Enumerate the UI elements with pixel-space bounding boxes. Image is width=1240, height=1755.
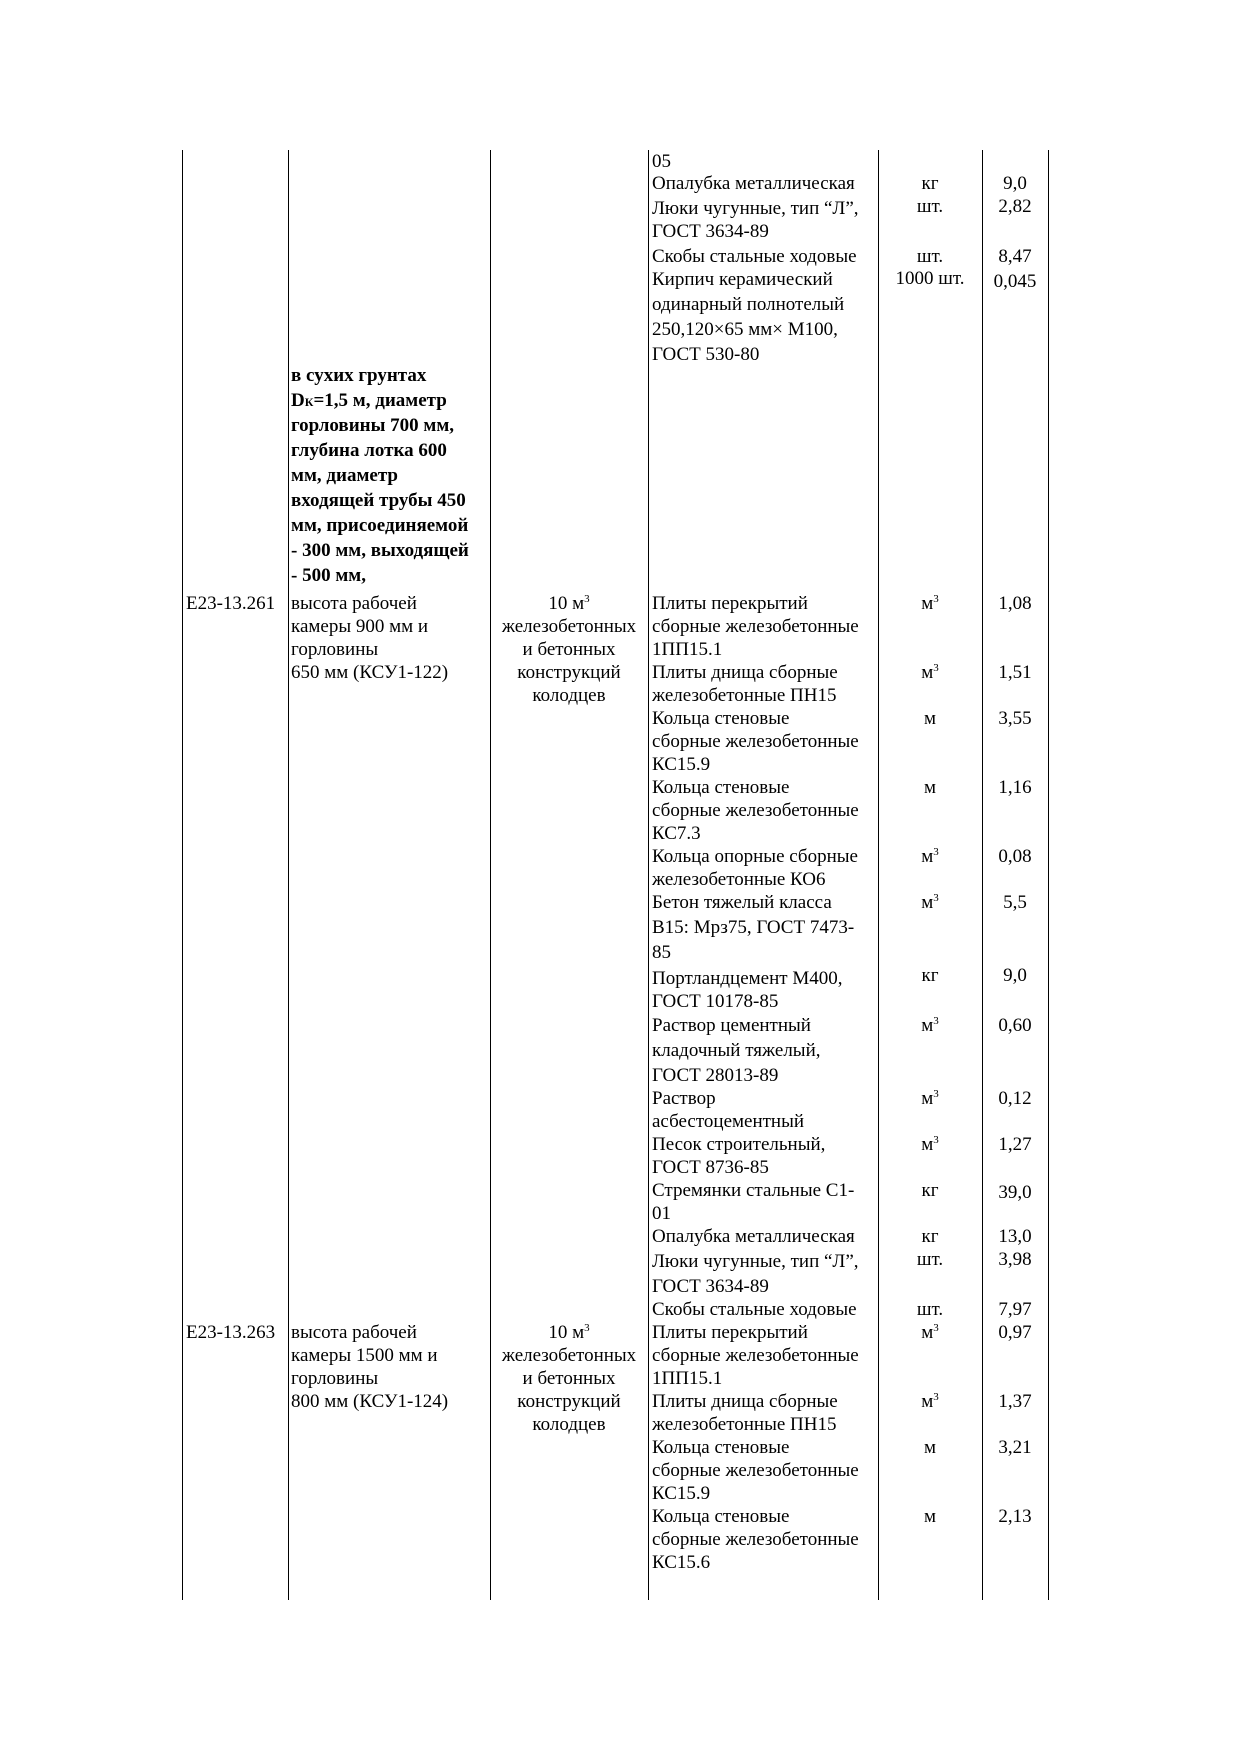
material-name: железобетонные ПН15: [652, 685, 837, 706]
material-qty: 3,21: [998, 1437, 1032, 1458]
material-name: Скобы стальные ходовые: [652, 1299, 857, 1320]
material-unit: кг: [921, 1226, 939, 1247]
row-description: 650 мм (КСУ1-122): [291, 662, 449, 683]
material-qty: 5,5: [1003, 892, 1027, 913]
material-name: КС15.6: [652, 1552, 711, 1573]
material-name: железобетонные КО6: [652, 869, 826, 890]
material-name: 1ПП15.1: [652, 639, 723, 660]
material-name: ГОСТ 3634-89: [652, 1276, 769, 1297]
row-description: горловины: [291, 639, 379, 660]
column-rule: [982, 150, 983, 1600]
material-qty: 1,51: [998, 662, 1032, 683]
group-header-line: в сухих грунтах: [291, 365, 427, 386]
material-unit: $м^3$: [921, 846, 939, 867]
row-description: камеры 900 мм и: [291, 616, 429, 637]
material-unit: м: [923, 708, 937, 729]
material-qty: 3,98: [998, 1249, 1032, 1270]
material-qty: 13,0: [998, 1226, 1032, 1247]
material-unit: шт.: [916, 1299, 944, 1320]
material-name: КС7.3: [652, 823, 701, 844]
material-unit: $м^3$: [921, 1015, 939, 1036]
row-measure: конструкций: [517, 662, 621, 683]
material-name: Кирпич керамический одинарный полнотелый 250,120×65 мм× М100, ГОСТ 530-80: [652, 269, 845, 365]
material-unit: $м^3$: [921, 1322, 939, 1343]
material-unit: $м^3$: [921, 1088, 939, 1109]
material-name: Плиты перекрытий: [652, 1322, 808, 1343]
material-qty: 0,045: [993, 271, 1037, 292]
material-unit: м: [923, 777, 937, 798]
material-unit: $м^3$: [921, 892, 939, 913]
column-rule: [648, 150, 649, 1600]
material-qty: 0,97: [998, 1322, 1032, 1343]
column-rule: [182, 150, 183, 1600]
row-measure: конструкций: [517, 1391, 621, 1412]
column-rule: [288, 150, 289, 1600]
row-measure: 10 $м^3$: [548, 593, 590, 614]
row-measure: и бетонных: [522, 1368, 616, 1389]
material-name: асбестоцементный: [652, 1111, 805, 1132]
material-qty: 9,0: [1003, 173, 1027, 194]
column-rule: [878, 150, 879, 1600]
group-header-line: мм, присоединяемой: [291, 515, 469, 536]
material-qty: 0,60: [998, 1015, 1032, 1036]
row-measure: железобетонных: [501, 1345, 637, 1366]
row-description: высота рабочей: [291, 1322, 417, 1343]
material-qty: 39,0: [998, 1182, 1032, 1203]
material-name: Бетон тяжелый класса: [652, 892, 832, 913]
material-unit: $м^3$: [921, 662, 939, 683]
column-rule: [490, 150, 491, 1600]
material-unit: кг: [921, 1180, 939, 1201]
material-qty: 3,55: [998, 708, 1032, 729]
material-name: 01: [652, 1203, 671, 1224]
material-name: Плиты перекрытий: [652, 593, 808, 614]
material-name: сборные железобетонные: [652, 731, 859, 752]
material-name: Опалубка металлическая: [652, 1226, 855, 1247]
material-unit: $м^3$: [921, 1391, 939, 1412]
material-qty: 2,13: [998, 1506, 1032, 1527]
material-qty: 0,08: [998, 846, 1032, 867]
material-qty: 1,37: [998, 1391, 1032, 1412]
material-unit: $м^3$: [921, 1134, 939, 1155]
diameter-value: =1,5 м, диаметр: [313, 390, 447, 411]
material-name: Кольца стеновые: [652, 777, 790, 798]
material-name: ГОСТ 28013-89: [652, 1065, 779, 1086]
material-qty: 2,82: [998, 196, 1032, 217]
material-name: ГОСТ 10178-85: [652, 991, 779, 1012]
material-name: Скобы стальные ходовые: [652, 246, 857, 267]
material-name: Кольца стеновые: [652, 1506, 790, 1527]
material-unit: $м^3$: [921, 593, 939, 614]
material-name: 85: [652, 942, 671, 963]
material-name: 05: [652, 151, 671, 172]
column-rule: [1048, 150, 1049, 1600]
diameter-subscript: К: [304, 395, 314, 409]
row-description: горловины: [291, 1368, 379, 1389]
material-name: Люки чугунные, тип “Л”,: [652, 1251, 859, 1272]
material-name: Плиты днища сборные: [652, 1391, 838, 1412]
material-name: сборные железобетонные: [652, 800, 859, 821]
material-name: Песок строительный,: [652, 1134, 826, 1155]
material-name: Портландцемент М400,: [652, 968, 843, 989]
material-name: Кольца опорные сборные: [652, 846, 858, 867]
row-description: высота рабочей: [291, 593, 417, 614]
material-unit: кг: [921, 965, 939, 986]
row-measure: колодцев: [532, 1414, 606, 1435]
material-qty: 1,16: [998, 777, 1032, 798]
row-measure: железобетонных: [501, 616, 637, 637]
row-code: Е23-13.261: [186, 593, 276, 614]
material-unit: 1000 шт.: [895, 268, 965, 289]
material-name: Кольца стеновые: [652, 708, 790, 729]
row-code: Е23-13.263: [186, 1322, 276, 1343]
row-measure: 10 $м^3$: [548, 1322, 590, 1343]
row-description: камеры 1500 мм и: [291, 1345, 438, 1366]
material-qty: 1,27: [998, 1134, 1032, 1155]
material-name: сборные железобетонные: [652, 1529, 859, 1550]
diameter-symbol: D: [291, 390, 305, 411]
row-description: 800 мм (КСУ1-124): [291, 1391, 449, 1412]
group-header-line: мм, диаметр: [291, 465, 398, 486]
material-name: Кольца стеновые: [652, 1437, 790, 1458]
material-name: Раствор цементный: [652, 1015, 811, 1036]
material-name: КС15.9: [652, 754, 711, 775]
group-header-line: - 300 мм, выходящей: [291, 540, 469, 561]
group-header-line: - 500 мм,: [291, 565, 366, 586]
material-name: кладочный тяжелый,: [652, 1040, 821, 1061]
material-qty: 9,0: [1003, 965, 1027, 986]
group-header-line: входящей трубы 450: [291, 490, 466, 511]
material-unit: м: [923, 1506, 937, 1527]
material-qty: 0,12: [998, 1088, 1032, 1109]
material-name: сборные железобетонные: [652, 616, 859, 637]
material-unit: шт.: [916, 246, 944, 267]
material-name: железобетонные ПН15: [652, 1414, 837, 1435]
material-qty: 1,08: [998, 593, 1032, 614]
material-name: 1ПП15.1: [652, 1368, 723, 1389]
material-name: Раствор: [652, 1088, 716, 1109]
material-name: ГОСТ 8736-85: [652, 1157, 769, 1178]
material-unit: м: [923, 1437, 937, 1458]
material-qty: 8,47: [998, 246, 1032, 267]
material-name: Люки чугунные, тип “Л”, ГОСТ 3634-89: [652, 198, 859, 242]
material-qty: 7,97: [998, 1299, 1032, 1320]
material-unit: кг: [921, 173, 939, 194]
material-name: Стремянки стальные С1-: [652, 1180, 855, 1201]
material-name: Плиты днища сборные: [652, 662, 838, 683]
group-header-line: горловины 700 мм,: [291, 415, 455, 436]
material-unit: шт.: [916, 1249, 944, 1270]
material-name: Опалубка металлическая: [652, 173, 855, 194]
material-name: КС15.9: [652, 1483, 711, 1504]
material-unit: шт.: [916, 196, 944, 217]
material-name: сборные железобетонные: [652, 1460, 859, 1481]
group-header-line: [291, 388, 447, 416]
material-name: В15: Мрз75, ГОСТ 7473-: [652, 917, 855, 938]
row-measure: и бетонных: [522, 639, 616, 660]
row-measure: колодцев: [532, 685, 606, 706]
material-name: сборные железобетонные: [652, 1345, 859, 1366]
group-header-line: глубина лотка 600: [291, 440, 447, 461]
